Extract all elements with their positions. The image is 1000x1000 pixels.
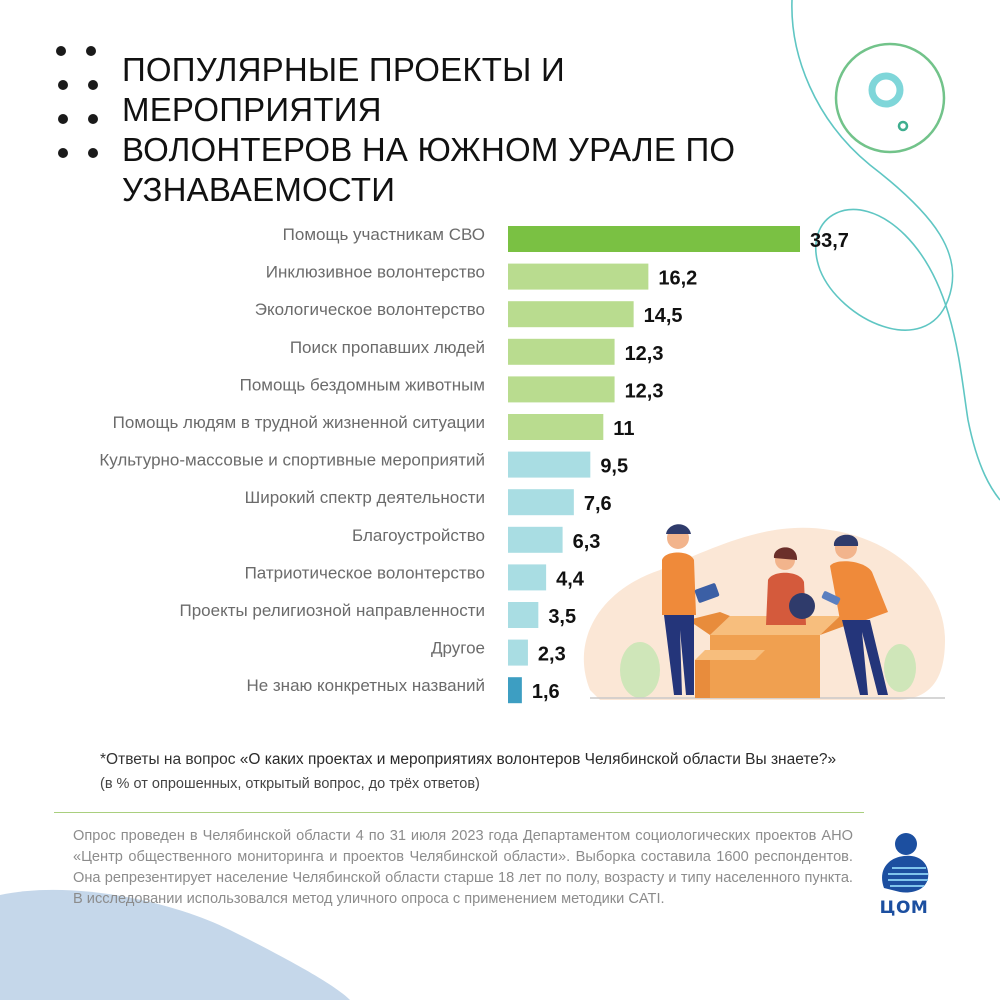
value-label: 16,2 — [658, 267, 698, 290]
com-logo-icon — [876, 832, 932, 894]
title-line-2: ВОЛОНТЕРОВ НА ЮЖНОМ УРАЛЕ ПО — [122, 131, 736, 168]
volunteers-illustration — [570, 520, 950, 710]
com-logo — [876, 832, 932, 918]
circle-emblem-icon — [836, 44, 944, 152]
bar — [508, 226, 800, 252]
category-label: Экологическое волонтерство — [254, 300, 485, 320]
bar — [508, 527, 563, 553]
footnote — [100, 748, 840, 796]
category-label: Помощь бездомным животным — [239, 375, 485, 395]
bar — [508, 564, 546, 590]
bar — [508, 301, 634, 327]
bar — [508, 339, 615, 365]
value-label: 3,5 — [548, 606, 577, 628]
value-label: 2,3 — [537, 643, 566, 666]
bar — [508, 452, 590, 478]
bar — [508, 640, 528, 666]
divider — [54, 812, 864, 813]
value-label: 11 — [613, 418, 635, 440]
bar — [508, 677, 522, 703]
category-label: Не знаю конкретных названий — [246, 676, 485, 696]
category-label: Инклюзивное волонтерство — [265, 262, 485, 282]
value-label: 33,7 — [810, 230, 849, 252]
category-label: Поиск пропавших людей — [289, 337, 485, 357]
value-label: 14,5 — [643, 305, 683, 328]
value-label: 12,3 — [624, 380, 664, 403]
value-label: 1,6 — [531, 681, 560, 704]
bar — [508, 376, 615, 402]
category-label: Благоустройство — [351, 525, 485, 545]
footnote-question: «О каких проектах и мероприятиях волонтеров Челябинской области Вы знаете?» — [239, 751, 837, 768]
bar — [508, 414, 603, 440]
value-label: 12,3 — [624, 342, 664, 365]
category-label: Проекты религиозной направленности — [179, 601, 485, 620]
category-label: Патриотическое волонтерство — [244, 563, 485, 583]
value-label: 4,4 — [556, 568, 584, 591]
title-line-1: ПОПУЛЯРНЫЕ ПРОЕКТЫ И МЕРОПРИЯТИЯ — [122, 51, 565, 128]
methodology-text: Опрос проведен в Челябинской области 4 по 31 июля 2023 года Департаментом социологических проектов АНО «Центр общественного мониторинга и проектов Челябинской области». Выборка составила 1600 респондентов. Она репрезентирует население Челябинской области старше 18 лет по полу, возрасту и типу населенного пункта. В исследовании использовался метод уличного опроса с применением методики CATI. — [73, 828, 853, 907]
category-label: Другое — [430, 638, 485, 658]
decorative-dots-icon — [54, 44, 104, 162]
value-label: 6,3 — [572, 530, 601, 553]
logo-text: ЦОМ — [879, 898, 929, 918]
value-label: 7,6 — [583, 493, 612, 516]
page-title — [122, 50, 822, 210]
category-label: Помощь участникам СВО — [282, 225, 485, 244]
footnote-prefix: *Ответы на вопрос — [100, 751, 240, 768]
bar — [508, 264, 648, 290]
value-label: 9,5 — [600, 455, 629, 478]
category-label: Культурно-массовые и спортивные мероприятий — [99, 450, 485, 470]
title-line-3: УЗНАВАЕМОСТИ — [122, 171, 396, 208]
footnote-rest: (в % от опрошенных, открытый вопрос, до трёх ответов) — [100, 776, 480, 792]
bar — [508, 489, 574, 515]
category-label: Помощь людям в трудной жизненной ситуации — [112, 413, 485, 432]
bar — [508, 602, 538, 628]
category-label: Широкий спектр деятельности — [244, 488, 485, 508]
